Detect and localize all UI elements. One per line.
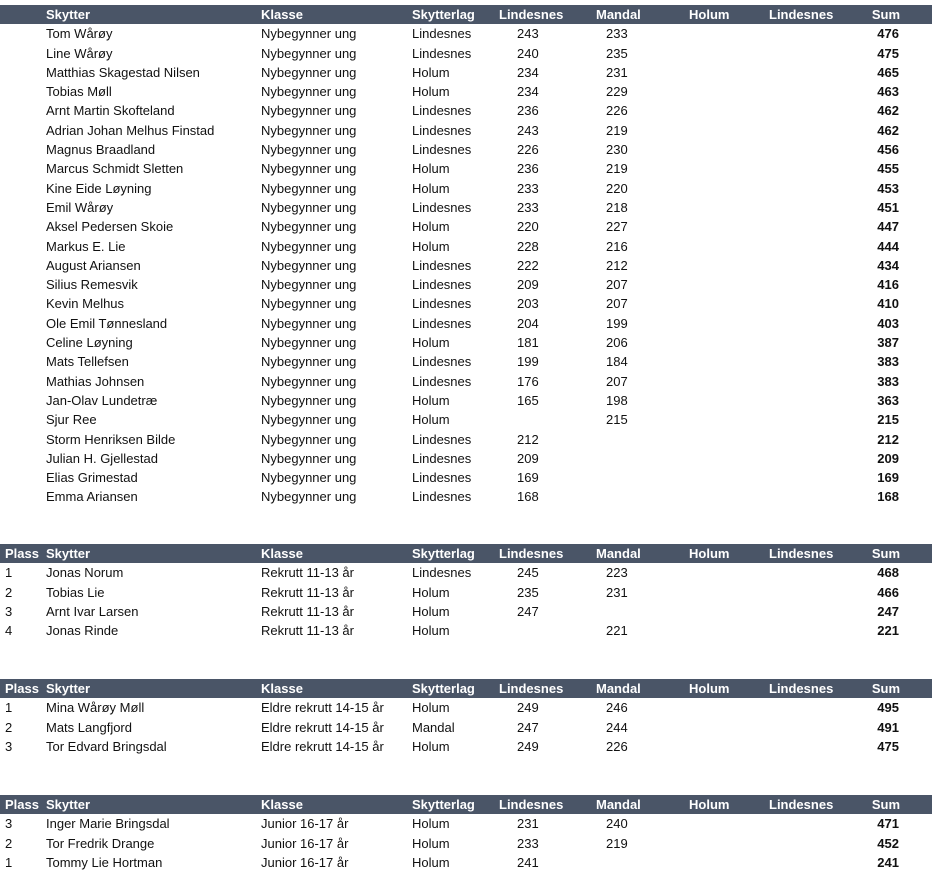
skytter-cell: Emil Wårøy [46, 199, 114, 215]
skytterlag-cell: Holum [412, 335, 450, 351]
sum-cell: 452 [877, 835, 899, 851]
lindesnes-score-cell: 247 [517, 719, 539, 735]
mandal-score-cell: 199 [606, 315, 628, 331]
header-lindesnes1: Lindesnes [499, 797, 564, 812]
header-plass: Plass [5, 681, 39, 696]
skytter-cell: Markus E. Lie [46, 238, 126, 254]
plass-cell: 1 [5, 854, 13, 870]
klasse-cell: Rekrutt 11-13 år [261, 565, 354, 581]
lindesnes-score-cell: 220 [517, 219, 539, 235]
table-header-row [0, 544, 932, 563]
klasse-cell: Rekrutt 11-13 år [261, 623, 354, 639]
sum-cell: 168 [877, 489, 899, 505]
header-lindesnes2: Lindesnes [769, 681, 834, 696]
table-row [0, 159, 932, 178]
klasse-cell: Nybegynner ung [261, 489, 357, 505]
header-plass: Plass [5, 546, 39, 561]
skytterlag-cell: Holum [412, 738, 450, 754]
header-skytter: Skytter [46, 681, 91, 696]
skytter-cell: Aksel Pedersen Skoie [46, 219, 174, 235]
mandal-score-cell: 219 [606, 835, 628, 851]
skytterlag-cell: Lindesnes [412, 470, 472, 486]
table-row [0, 333, 932, 352]
skytter-cell: Tom Wårøy [46, 26, 113, 42]
klasse-cell: Junior 16-17 år [261, 854, 349, 870]
klasse-cell: Nybegynner ung [261, 450, 357, 466]
lindesnes-score-cell: 247 [517, 603, 539, 619]
mandal-score-cell: 229 [606, 84, 628, 100]
lindesnes-score-cell: 209 [517, 277, 539, 293]
table-row [0, 24, 932, 43]
klasse-cell: Rekrutt 11-13 år [261, 584, 354, 600]
klasse-cell: Nybegynner ung [261, 219, 357, 235]
header-klasse: Klasse [261, 546, 303, 561]
sum-cell: 462 [877, 103, 899, 119]
lindesnes-score-cell: 245 [517, 565, 539, 581]
skytterlag-cell: Lindesnes [412, 450, 472, 466]
skytter-cell: Kevin Melhus [46, 296, 125, 312]
klasse-cell: Nybegynner ung [261, 373, 357, 389]
header-lindesnes1: Lindesnes [499, 7, 564, 22]
klasse-cell: Nybegynner ung [261, 161, 357, 177]
table-header-row [0, 5, 932, 24]
header-lindesnes2: Lindesnes [769, 797, 834, 812]
mandal-score-cell: 219 [606, 122, 628, 138]
lindesnes-score-cell: 169 [517, 470, 539, 486]
table-header-row [0, 679, 932, 698]
klasse-cell: Nybegynner ung [261, 26, 357, 42]
lindesnes-score-cell: 199 [517, 354, 539, 370]
table-row [0, 853, 932, 872]
skytterlag-cell: Lindesnes [412, 103, 472, 119]
skytterlag-cell: Holum [412, 219, 450, 235]
table-row [0, 256, 932, 275]
lindesnes-score-cell: 243 [517, 122, 539, 138]
skytter-cell: Matthias Skagestad Nilsen [46, 64, 200, 80]
skytterlag-cell: Holum [412, 412, 450, 428]
table-row [0, 121, 932, 140]
klasse-cell: Nybegynner ung [261, 103, 357, 119]
klasse-cell: Nybegynner ung [261, 199, 357, 215]
sum-cell: 410 [877, 296, 899, 312]
klasse-cell: Nybegynner ung [261, 45, 357, 61]
skytter-cell: Jonas Rinde [46, 623, 119, 639]
skytter-cell: Celine Løyning [46, 335, 133, 351]
sum-cell: 387 [877, 335, 899, 351]
table-row [0, 814, 932, 833]
mandal-score-cell: 207 [606, 373, 628, 389]
lindesnes-score-cell: 231 [517, 816, 539, 832]
header-mandal: Mandal [596, 797, 641, 812]
table-row [0, 179, 932, 198]
mandal-score-cell: 223 [606, 565, 628, 581]
table-row [0, 449, 932, 468]
sum-cell: 455 [877, 161, 899, 177]
klasse-cell: Nybegynner ung [261, 315, 357, 331]
table-row [0, 294, 932, 313]
lindesnes-score-cell: 233 [517, 835, 539, 851]
mandal-score-cell: 220 [606, 180, 628, 196]
mandal-score-cell: 219 [606, 161, 628, 177]
lindesnes-score-cell: 212 [517, 431, 539, 447]
table-row [0, 410, 932, 429]
results-table [0, 679, 932, 756]
table-row [0, 583, 932, 602]
skytterlag-cell: Mandal [412, 719, 455, 735]
lindesnes-score-cell: 249 [517, 738, 539, 754]
skytter-cell: Kine Eide Løyning [46, 180, 152, 196]
mandal-score-cell: 231 [606, 584, 628, 600]
klasse-cell: Nybegynner ung [261, 238, 357, 254]
header-skytterlag: Skytterlag [412, 681, 475, 696]
sum-cell: 456 [877, 142, 899, 158]
mandal-score-cell: 207 [606, 277, 628, 293]
header-skytter: Skytter [46, 797, 91, 812]
klasse-cell: Junior 16-17 år [261, 835, 349, 851]
table-row [0, 430, 932, 449]
plass-cell: 3 [5, 738, 13, 754]
skytterlag-cell: Lindesnes [412, 122, 472, 138]
sum-cell: 465 [877, 64, 899, 80]
table-row [0, 237, 932, 256]
table-row [0, 44, 932, 63]
table-row [0, 487, 932, 506]
lindesnes-score-cell: 176 [517, 373, 539, 389]
skytter-cell: Jan-Olav Lundetræ [46, 392, 158, 408]
sum-cell: 215 [877, 412, 899, 428]
sum-cell: 209 [877, 450, 899, 466]
skytterlag-cell: Holum [412, 623, 450, 639]
lindesnes-score-cell: 234 [517, 64, 539, 80]
sum-cell: 212 [877, 431, 899, 447]
plass-cell: 1 [5, 700, 13, 716]
sum-cell: 468 [877, 565, 899, 581]
header-holum: Holum [689, 7, 730, 22]
klasse-cell: Nybegynner ung [261, 64, 357, 80]
plass-cell: 2 [5, 584, 13, 600]
mandal-score-cell: 198 [606, 392, 628, 408]
klasse-cell: Nybegynner ung [261, 277, 357, 293]
table-row [0, 275, 932, 294]
mandal-score-cell: 244 [606, 719, 628, 735]
sum-cell: 453 [877, 180, 899, 196]
lindesnes-score-cell: 168 [517, 489, 539, 505]
skytter-cell: Tor Edvard Bringsdal [46, 738, 167, 754]
klasse-cell: Nybegynner ung [261, 470, 357, 486]
lindesnes-score-cell: 165 [517, 392, 539, 408]
plass-cell: 3 [5, 816, 13, 832]
results-table [0, 544, 932, 640]
lindesnes-score-cell: 203 [517, 296, 539, 312]
mandal-score-cell: 226 [606, 103, 628, 119]
skytterlag-cell: Lindesnes [412, 565, 472, 581]
lindesnes-score-cell: 228 [517, 238, 539, 254]
skytter-cell: Tor Fredrik Drange [46, 835, 155, 851]
table-row [0, 314, 932, 333]
header-lindesnes1: Lindesnes [499, 681, 564, 696]
lindesnes-score-cell: 233 [517, 199, 539, 215]
header-mandal: Mandal [596, 681, 641, 696]
header-klasse: Klasse [261, 797, 303, 812]
results-table [0, 5, 932, 507]
header-sum: Sum [871, 681, 900, 696]
header-klasse: Klasse [261, 681, 303, 696]
table-row [0, 140, 932, 159]
header-skytterlag: Skytterlag [412, 7, 475, 22]
sum-cell: 444 [877, 238, 899, 254]
sum-cell: 476 [877, 26, 899, 42]
lindesnes-score-cell: 235 [517, 584, 539, 600]
skytter-cell: August Ariansen [46, 257, 141, 273]
header-skytterlag: Skytterlag [412, 797, 475, 812]
mandal-score-cell: 218 [606, 199, 628, 215]
klasse-cell: Nybegynner ung [261, 354, 357, 370]
mandal-score-cell: 215 [606, 412, 628, 428]
header-sum: Sum [871, 797, 900, 812]
skytterlag-cell: Holum [412, 238, 450, 254]
mandal-score-cell: 226 [606, 738, 628, 754]
skytterlag-cell: Holum [412, 603, 450, 619]
skytterlag-cell: Lindesnes [412, 431, 472, 447]
sum-cell: 475 [877, 738, 899, 754]
table-row [0, 101, 932, 120]
sum-cell: 416 [877, 277, 899, 293]
klasse-cell: Eldre rekrutt 14-15 år [261, 700, 384, 716]
skytter-cell: Jonas Norum [46, 565, 124, 581]
mandal-score-cell: 212 [606, 257, 628, 273]
header-skytter: Skytter [46, 7, 91, 22]
skytterlag-cell: Holum [412, 854, 450, 870]
skytter-cell: Inger Marie Bringsdal [46, 816, 170, 832]
table-row [0, 63, 932, 82]
skytter-cell: Tobias Lie [46, 584, 105, 600]
header-lindesnes1: Lindesnes [499, 546, 564, 561]
plass-cell: 2 [5, 719, 13, 735]
table-row [0, 698, 932, 717]
skytterlag-cell: Lindesnes [412, 315, 472, 331]
klasse-cell: Nybegynner ung [261, 84, 357, 100]
skytter-cell: Julian H. Gjellestad [46, 450, 158, 466]
skytterlag-cell: Holum [412, 700, 450, 716]
header-sum: Sum [871, 546, 900, 561]
klasse-cell: Nybegynner ung [261, 180, 357, 196]
klasse-cell: Nybegynner ung [261, 335, 357, 351]
lindesnes-score-cell: 236 [517, 103, 539, 119]
klasse-cell: Nybegynner ung [261, 431, 357, 447]
header-mandal: Mandal [596, 7, 641, 22]
sum-cell: 451 [877, 199, 899, 215]
skytterlag-cell: Lindesnes [412, 296, 472, 312]
klasse-cell: Nybegynner ung [261, 257, 357, 273]
klasse-cell: Nybegynner ung [261, 392, 357, 408]
sum-cell: 434 [877, 257, 899, 273]
sum-cell: 241 [877, 854, 899, 870]
klasse-cell: Nybegynner ung [261, 142, 357, 158]
klasse-cell: Eldre rekrutt 14-15 år [261, 738, 384, 754]
table-row [0, 372, 932, 391]
plass-cell: 4 [5, 623, 13, 639]
lindesnes-score-cell: 204 [517, 315, 539, 331]
header-klasse: Klasse [261, 7, 303, 22]
mandal-score-cell: 207 [606, 296, 628, 312]
skytter-cell: Marcus Schmidt Sletten [46, 161, 184, 177]
table-row [0, 468, 932, 487]
header-lindesnes2: Lindesnes [769, 7, 834, 22]
skytter-cell: Tommy Lie Hortman [46, 854, 163, 870]
mandal-score-cell: 235 [606, 45, 628, 61]
lindesnes-score-cell: 209 [517, 450, 539, 466]
mandal-score-cell: 184 [606, 354, 628, 370]
sum-cell: 363 [877, 392, 899, 408]
skytter-cell: Mina Wårøy Møll [46, 700, 145, 716]
skytterlag-cell: Holum [412, 180, 450, 196]
skytterlag-cell: Lindesnes [412, 45, 472, 61]
table-row [0, 834, 932, 853]
skytterlag-cell: Lindesnes [412, 277, 472, 293]
plass-cell: 1 [5, 565, 13, 581]
header-mandal: Mandal [596, 546, 641, 561]
mandal-score-cell: 221 [606, 623, 628, 639]
mandal-score-cell: 216 [606, 238, 628, 254]
mandal-score-cell: 227 [606, 219, 628, 235]
table-row [0, 198, 932, 217]
skytter-cell: Emma Ariansen [46, 489, 138, 505]
lindesnes-score-cell: 233 [517, 180, 539, 196]
sum-cell: 491 [877, 719, 899, 735]
header-skytterlag: Skytterlag [412, 546, 475, 561]
skytterlag-cell: Lindesnes [412, 199, 472, 215]
plass-cell: 2 [5, 835, 13, 851]
skytter-cell: Adrian Johan Melhus Finstad [46, 122, 215, 138]
mandal-score-cell: 206 [606, 335, 628, 351]
table-row [0, 217, 932, 236]
klasse-cell: Rekrutt 11-13 år [261, 603, 354, 619]
skytterlag-cell: Holum [412, 84, 450, 100]
skytterlag-cell: Lindesnes [412, 142, 472, 158]
header-lindesnes2: Lindesnes [769, 546, 834, 561]
klasse-cell: Junior 16-17 år [261, 816, 349, 832]
mandal-score-cell: 230 [606, 142, 628, 158]
table-header-row [0, 795, 932, 814]
lindesnes-score-cell: 240 [517, 45, 539, 61]
skytter-cell: Arnt Martin Skofteland [46, 103, 175, 119]
sum-cell: 495 [877, 700, 899, 716]
lindesnes-score-cell: 241 [517, 854, 539, 870]
lindesnes-score-cell: 243 [517, 26, 539, 42]
mandal-score-cell: 231 [606, 64, 628, 80]
klasse-cell: Nybegynner ung [261, 122, 357, 138]
skytter-cell: Mats Tellefsen [46, 354, 129, 370]
klasse-cell: Nybegynner ung [261, 412, 357, 428]
skytterlag-cell: Holum [412, 161, 450, 177]
skytterlag-cell: Lindesnes [412, 257, 472, 273]
header-sum: Sum [871, 7, 900, 22]
mandal-score-cell: 240 [606, 816, 628, 832]
skytterlag-cell: Holum [412, 64, 450, 80]
sum-cell: 471 [877, 816, 899, 832]
lindesnes-score-cell: 181 [517, 335, 539, 351]
skytter-cell: Arnt Ivar Larsen [46, 603, 139, 619]
skytter-cell: Storm Henriksen Bilde [46, 431, 176, 447]
table-row [0, 602, 932, 621]
table-row [0, 391, 932, 410]
mandal-score-cell: 246 [606, 700, 628, 716]
skytter-cell: Mathias Johnsen [46, 373, 145, 389]
lindesnes-score-cell: 222 [517, 257, 539, 273]
skytter-cell: Elias Grimestad [46, 470, 138, 486]
sum-cell: 169 [877, 470, 899, 486]
table-row [0, 563, 932, 582]
header-holum: Holum [689, 546, 730, 561]
sum-cell: 383 [877, 373, 899, 389]
skytterlag-cell: Holum [412, 584, 450, 600]
sum-cell: 403 [877, 315, 899, 331]
table-row [0, 718, 932, 737]
sum-cell: 463 [877, 84, 899, 100]
sum-cell: 383 [877, 354, 899, 370]
skytterlag-cell: Lindesnes [412, 373, 472, 389]
skytterlag-cell: Holum [412, 816, 450, 832]
header-plass: Plass [5, 797, 39, 812]
skytterlag-cell: Holum [412, 392, 450, 408]
skytter-cell: Sjur Ree [46, 412, 97, 428]
sum-cell: 247 [877, 603, 899, 619]
table-row [0, 737, 932, 756]
header-skytter: Skytter [46, 546, 91, 561]
lindesnes-score-cell: 249 [517, 700, 539, 716]
table-row [0, 82, 932, 101]
plass-cell: 3 [5, 603, 13, 619]
klasse-cell: Nybegynner ung [261, 296, 357, 312]
lindesnes-score-cell: 226 [517, 142, 539, 158]
lindesnes-score-cell: 234 [517, 84, 539, 100]
sum-cell: 466 [877, 584, 899, 600]
skytter-cell: Mats Langfjord [46, 719, 132, 735]
results-table [0, 795, 932, 872]
skytter-cell: Ole Emil Tønnesland [46, 315, 168, 331]
lindesnes-score-cell: 236 [517, 161, 539, 177]
sum-cell: 475 [877, 45, 899, 61]
skytterlag-cell: Lindesnes [412, 354, 472, 370]
table-row [0, 621, 932, 640]
sum-cell: 447 [877, 219, 899, 235]
skytterlag-cell: Lindesnes [412, 489, 472, 505]
klasse-cell: Eldre rekrutt 14-15 år [261, 719, 384, 735]
skytter-cell: Line Wårøy [46, 45, 113, 61]
skytter-cell: Magnus Braadland [46, 142, 156, 158]
skytter-cell: Tobias Møll [46, 84, 112, 100]
sum-cell: 221 [877, 623, 899, 639]
header-holum: Holum [689, 681, 730, 696]
skytterlag-cell: Lindesnes [412, 26, 472, 42]
skytter-cell: Silius Remesvik [46, 277, 138, 293]
mandal-score-cell: 233 [606, 26, 628, 42]
table-row [0, 352, 932, 371]
skytterlag-cell: Holum [412, 835, 450, 851]
header-holum: Holum [689, 797, 730, 812]
sum-cell: 462 [877, 122, 899, 138]
